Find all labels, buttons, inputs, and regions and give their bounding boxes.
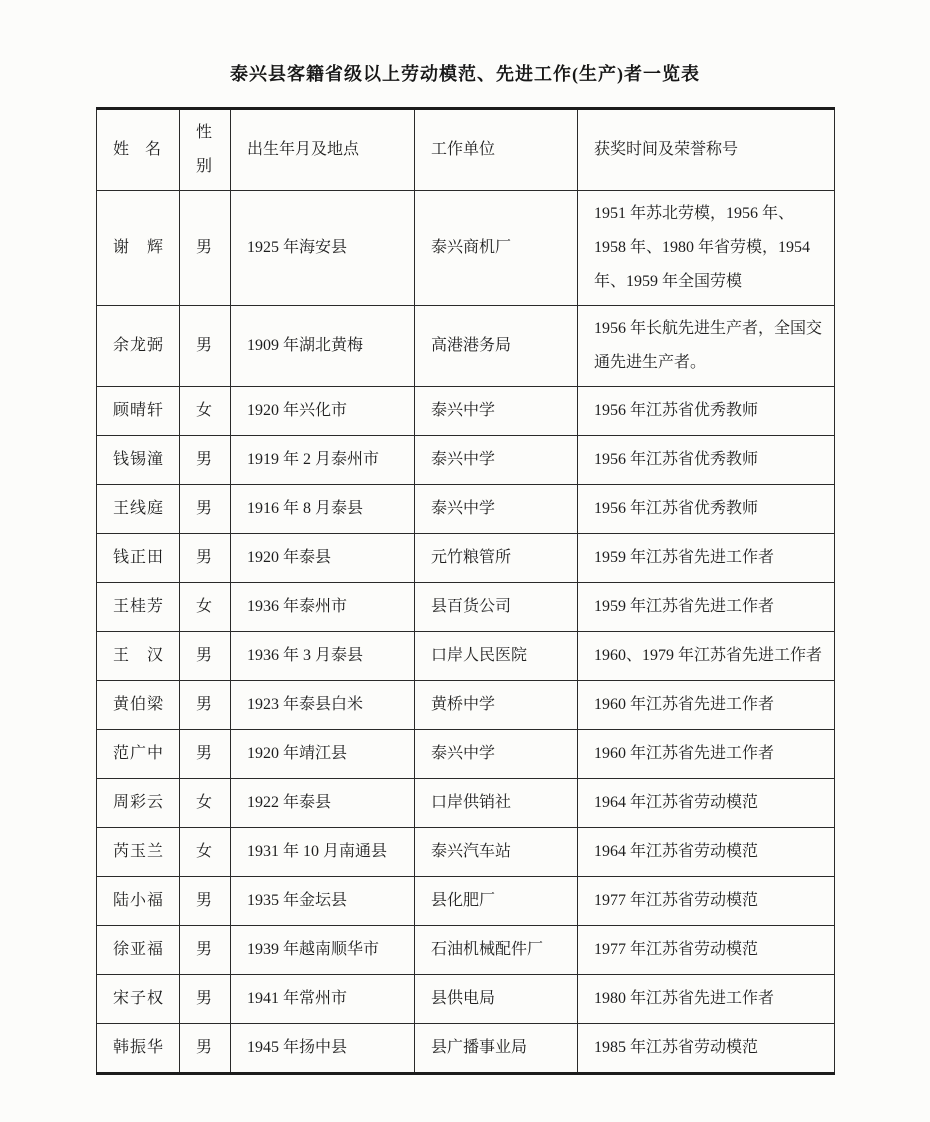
table-row: [97, 534, 835, 583]
birth-cell: 1920 年兴化市: [231, 387, 415, 436]
name-cell: 宋子权: [97, 975, 180, 1024]
column-header-gender: 性别: [180, 109, 231, 191]
gender-cell: 男: [180, 632, 231, 681]
award-cell: 1980 年江苏省先进工作者: [578, 975, 835, 1024]
birth-cell: 1945 年扬中县: [231, 1024, 415, 1074]
workplace-cell: 县广播事业局: [415, 1024, 578, 1074]
name-cell: 王桂芳: [97, 583, 180, 632]
award-cell: 1956 年江苏省优秀教师: [578, 485, 835, 534]
birth-cell: 1919 年 2 月泰州市: [231, 436, 415, 485]
table-row: [97, 306, 835, 387]
gender-cell: 男: [180, 534, 231, 583]
gender-cell: 男: [180, 306, 231, 387]
workplace-cell: 县供电局: [415, 975, 578, 1024]
table-row: [97, 828, 835, 877]
award-cell: 1951 年苏北劳模，1956 年、1958 年、1980 年省劳模，1954 年、1959 年全国劳模: [578, 191, 835, 306]
gender-cell: 男: [180, 877, 231, 926]
workplace-cell: 口岸供销社: [415, 779, 578, 828]
gender-cell: 男: [180, 681, 231, 730]
column-header-award: 获奖时间及荣誉称号: [578, 109, 835, 191]
table-row: [97, 485, 835, 534]
name-cell: 谢 辉: [97, 191, 180, 306]
name-cell: 范广中: [97, 730, 180, 779]
birth-cell: 1935 年金坛县: [231, 877, 415, 926]
award-cell: 1959 年江苏省先进工作者: [578, 534, 835, 583]
award-cell: 1959 年江苏省先进工作者: [578, 583, 835, 632]
gender-cell: 男: [180, 1024, 231, 1074]
column-header-name: 姓 名: [97, 109, 180, 191]
name-cell: 王线庭: [97, 485, 180, 534]
birth-cell: 1923 年泰县白米: [231, 681, 415, 730]
workplace-cell: 泰兴中学: [415, 436, 578, 485]
birth-cell: 1931 年 10 月南通县: [231, 828, 415, 877]
birth-cell: 1920 年泰县: [231, 534, 415, 583]
table-row: [97, 1024, 835, 1074]
name-cell: 芮玉兰: [97, 828, 180, 877]
document-title: 泰兴县客籍省级以上劳动模范、先进工作(生产)者一览表: [230, 64, 700, 84]
name-cell: 王 汉: [97, 632, 180, 681]
award-cell: 1964 年江苏省劳动模范: [578, 828, 835, 877]
award-cell: 1956 年江苏省优秀教师: [578, 436, 835, 485]
birth-cell: 1936 年泰州市: [231, 583, 415, 632]
birth-cell: 1909 年湖北黄梅: [231, 306, 415, 387]
table-row: [97, 877, 835, 926]
gender-cell: 女: [180, 779, 231, 828]
birth-cell: 1916 年 8 月泰县: [231, 485, 415, 534]
workplace-cell: 元竹粮管所: [415, 534, 578, 583]
workplace-cell: 泰兴中学: [415, 730, 578, 779]
table-row: [97, 779, 835, 828]
workplace-cell: 泰兴商机厂: [415, 191, 578, 306]
gender-cell: 女: [180, 583, 231, 632]
table-row: [97, 583, 835, 632]
award-cell: 1985 年江苏省劳动模范: [578, 1024, 835, 1074]
table-header-row: [97, 109, 835, 191]
laborers-roster-table: [96, 107, 835, 1075]
table-row: [97, 926, 835, 975]
table-row: [97, 436, 835, 485]
name-cell: 余龙弼: [97, 306, 180, 387]
workplace-cell: 黄桥中学: [415, 681, 578, 730]
birth-cell: 1941 年常州市: [231, 975, 415, 1024]
name-cell: 钱锡潼: [97, 436, 180, 485]
award-cell: 1960 年江苏省先进工作者: [578, 730, 835, 779]
award-cell: 1960、1979 年江苏省先进工作者: [578, 632, 835, 681]
workplace-cell: 高港港务局: [415, 306, 578, 387]
award-cell: 1956 年长航先进生产者，全国交通先进生产者。: [578, 306, 835, 387]
birth-cell: 1936 年 3 月泰县: [231, 632, 415, 681]
name-cell: 徐亚福: [97, 926, 180, 975]
name-cell: 黄伯梁: [97, 681, 180, 730]
award-cell: 1960 年江苏省先进工作者: [578, 681, 835, 730]
name-cell: 顾晴轩: [97, 387, 180, 436]
gender-cell: 男: [180, 436, 231, 485]
table-row: [97, 191, 835, 306]
award-cell: 1977 年江苏省劳动模范: [578, 877, 835, 926]
gender-cell: 男: [180, 191, 231, 306]
workplace-cell: 泰兴中学: [415, 387, 578, 436]
workplace-cell: 泰兴汽车站: [415, 828, 578, 877]
award-cell: 1956 年江苏省优秀教师: [578, 387, 835, 436]
birth-cell: 1925 年海安县: [231, 191, 415, 306]
award-cell: 1964 年江苏省劳动模范: [578, 779, 835, 828]
name-cell: 韩振华: [97, 1024, 180, 1074]
name-cell: 陆小福: [97, 877, 180, 926]
workplace-cell: 口岸人民医院: [415, 632, 578, 681]
table-row: [97, 632, 835, 681]
birth-cell: 1920 年靖江县: [231, 730, 415, 779]
table-row: [97, 730, 835, 779]
birth-cell: 1922 年泰县: [231, 779, 415, 828]
table-row: [97, 681, 835, 730]
workplace-cell: 泰兴中学: [415, 485, 578, 534]
workplace-cell: 石油机械配件厂: [415, 926, 578, 975]
workplace-cell: 县百货公司: [415, 583, 578, 632]
table-row: [97, 387, 835, 436]
gender-cell: 女: [180, 387, 231, 436]
name-cell: 钱正田: [97, 534, 180, 583]
gender-cell: 女: [180, 828, 231, 877]
table-body: [97, 191, 835, 1074]
gender-cell: 男: [180, 975, 231, 1024]
gender-cell: 男: [180, 485, 231, 534]
gender-cell: 男: [180, 730, 231, 779]
column-header-workplace: 工作单位: [415, 109, 578, 191]
gender-cell: 男: [180, 926, 231, 975]
workplace-cell: 县化肥厂: [415, 877, 578, 926]
birth-cell: 1939 年越南顺华市: [231, 926, 415, 975]
column-header-birth: 出生年月及地点: [231, 109, 415, 191]
award-cell: 1977 年江苏省劳动模范: [578, 926, 835, 975]
table-row: [97, 975, 835, 1024]
name-cell: 周彩云: [97, 779, 180, 828]
